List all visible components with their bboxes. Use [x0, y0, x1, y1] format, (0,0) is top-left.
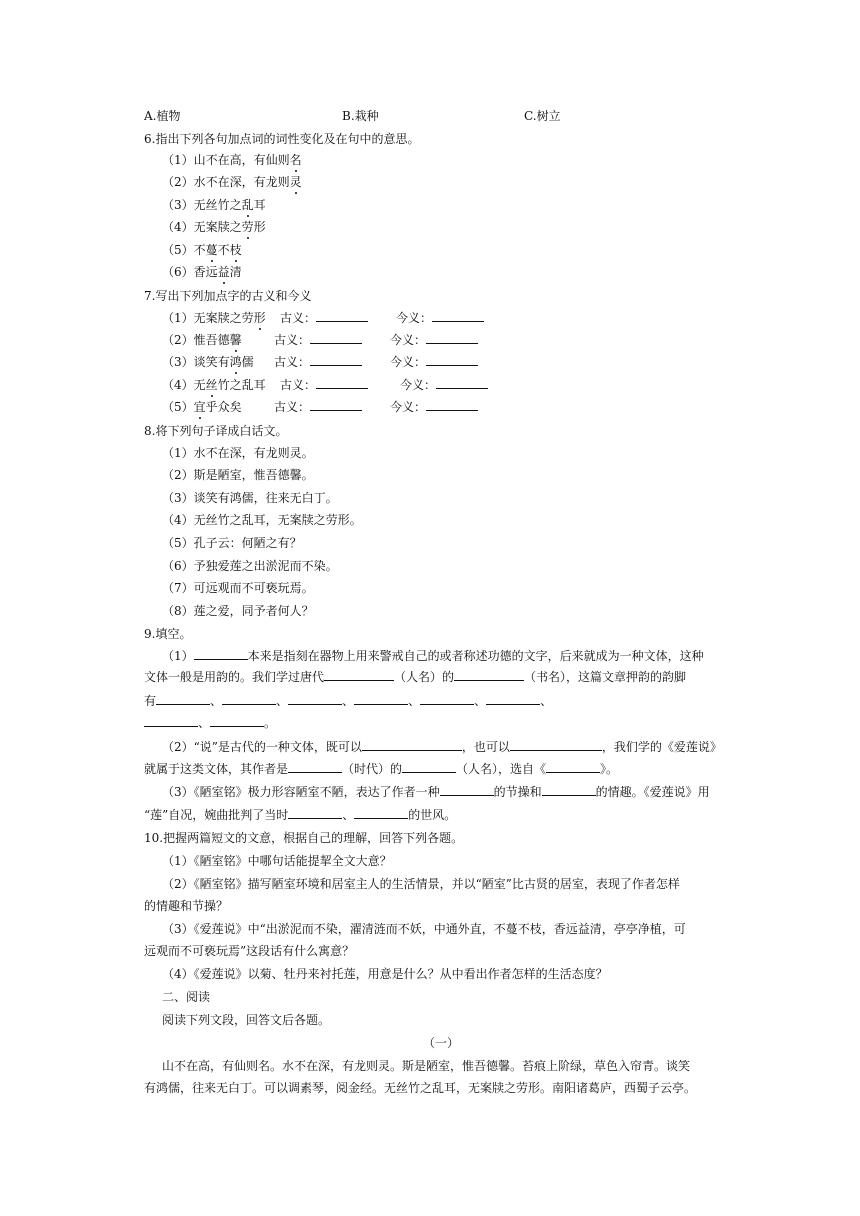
answer-blank[interactable]: [310, 353, 362, 366]
dotted-char: 馨: [229, 333, 242, 347]
answer-blank[interactable]: [210, 714, 264, 727]
answer-blank[interactable]: [510, 738, 602, 751]
dotted-char: 形: [253, 311, 266, 325]
answer-blank[interactable]: [316, 309, 368, 322]
q6-item: （4）无案牍之劳形: [162, 220, 266, 234]
passage-line: 有鸿儒，往来无白丁。可以调素琴，阅金经。无丝竹之乱耳，无案牍之劳形。南阳诸葛庐，西蜀子云亭。: [144, 1081, 697, 1095]
answer-blank[interactable]: [440, 783, 494, 796]
q7-item: （2）惟吾德馨 古义： 今义：: [162, 331, 478, 349]
q7-item: （1）无案牍之劳形 古义： 今义：: [162, 309, 484, 327]
passage-number: （一）: [422, 1036, 459, 1050]
answer-blank[interactable]: [288, 760, 342, 773]
answer-blank[interactable]: [402, 760, 456, 773]
q10-item: （4）《爱莲说》以菊、牡丹来衬托莲，用意是什么？从中看出作者怎样的生活态度？: [162, 967, 608, 981]
passage-line: 山不在高，有仙则名。水不在深，有龙则灵。斯是陋室，惟吾德馨。苔痕上阶绿，草色入帘青。谈笑: [162, 1059, 691, 1073]
answer-blank[interactable]: [454, 668, 524, 681]
answer-blank[interactable]: [426, 398, 478, 411]
dotted-char: 丝: [205, 378, 218, 392]
q7-item: （3）谈笑有鸿儒 古义： 今义：: [162, 353, 478, 371]
answer-blank[interactable]: [436, 376, 488, 389]
answer-blank[interactable]: [310, 398, 362, 411]
answer-blank[interactable]: [354, 692, 408, 705]
dotted-char: 灵: [289, 175, 302, 189]
q8-item: （2）斯是陋室，惟吾德馨。: [162, 468, 314, 482]
dotted-char: 蔓: [205, 243, 218, 257]
q8-item: （3）谈笑有鸿儒，往来无白丁。: [162, 491, 338, 505]
q10-item-cont: 远观而不可亵玩焉”这段话有什么寓意？: [144, 944, 355, 958]
q8-title: 8.将下列句子译成白话文。: [144, 424, 288, 438]
section-heading: 二、阅读: [162, 990, 211, 1004]
q6-item: （1）山不在高，有仙则名: [162, 153, 302, 167]
option-c: C.树立: [524, 109, 561, 123]
q10-item: （1）《陋室铭》中哪句话能提挈全文大意？: [162, 854, 392, 868]
answer-blank[interactable]: [420, 692, 474, 705]
q6-item: （6）香远益清: [162, 265, 242, 279]
answer-blank[interactable]: [362, 738, 462, 751]
option-b: B.栽种: [342, 109, 379, 123]
answer-blank[interactable]: [316, 376, 368, 389]
answer-blank[interactable]: [288, 806, 342, 819]
q9-p1-line3: 有 、 、 、 、 、 、: [144, 694, 553, 708]
dotted-char: 鸿: [229, 355, 242, 369]
answer-blank[interactable]: [144, 714, 198, 727]
q10-item-cont: 的情趣和节操？: [144, 899, 229, 913]
q8-item: （7）可远观而不可亵玩焉。: [162, 581, 314, 595]
q8-item: （1）水不在深，有龙则灵。: [162, 446, 314, 460]
q9-p1-line4: 、 。: [144, 714, 276, 732]
answer-blank[interactable]: [426, 331, 478, 344]
q8-item: （6）予独爱莲之出淤泥而不染。: [162, 559, 338, 573]
answer-blank[interactable]: [546, 760, 600, 773]
answer-blank[interactable]: [222, 692, 276, 705]
dotted-char: 枝: [229, 243, 242, 257]
answer-blank[interactable]: [194, 647, 248, 660]
q9-p3-line2: “莲”自况，婉曲批判了当时 、 的世风。: [144, 808, 457, 822]
q7-title: 7.写出下列加点字的古义和今义: [144, 289, 312, 303]
q9-p1-line1: （1） 本来是指刻在器物上用来警戒自己的或者称述功德的文字，后来就成为一种文体，这种: [162, 649, 704, 663]
q9-p2-line2: 就属于这类文体，其作者是 （时代）的 （人名），选自《 》。: [144, 762, 619, 776]
q10-title: 10.把握两篇短文的文意，根据自己的理解，回答下列各题。: [144, 831, 464, 845]
answer-blank[interactable]: [486, 692, 540, 705]
dotted-char: 宜: [193, 400, 206, 414]
dotted-char: 劳: [241, 220, 254, 234]
q7-item: （4）无丝竹之乱耳 古义： 今义：: [162, 376, 488, 394]
q9-p3-line1: （3）《陋室铭》极力形容陋室不陋，表达了作者一种 的节操和 的情趣。《爱莲说》用: [162, 785, 710, 799]
answer-blank[interactable]: [354, 806, 408, 819]
q8-item: （8）莲之爱，同予者何人？: [162, 604, 314, 618]
q9-title: 9.填空。: [144, 627, 192, 641]
q7-item: （5）宜乎众矣 古义： 今义：: [162, 398, 478, 416]
answer-blank[interactable]: [288, 692, 342, 705]
dotted-char: 乱: [241, 198, 254, 212]
q6-item: （3）无丝竹之乱耳: [162, 198, 266, 212]
q6-item: （2）水不在深，有龙则灵: [162, 175, 302, 189]
answer-blank[interactable]: [324, 668, 394, 681]
q9-p2-line1: （2）“说”是古代的一种文体，既可以 ，也可以 ，我们学的《爱莲说》: [162, 740, 722, 754]
section-instruction: 阅读下列文段，回答文后各题。: [162, 1013, 331, 1027]
answer-blank[interactable]: [310, 331, 362, 344]
answer-blank[interactable]: [432, 309, 484, 322]
q9-p1-line2: 文体一般是用韵的。我们学过唐代 （人名）的 （书名），这篇文章押韵的韵脚: [144, 670, 687, 684]
answer-blank[interactable]: [156, 692, 210, 705]
q8-item: （5）孔子云：何陋之有？: [162, 536, 302, 550]
q10-item: （3）《爱莲说》中“出淤泥而不染，濯清涟而不妖，中通外直，不蔓不枝，香远益清，亭亭净植，可: [162, 922, 686, 936]
q6-item: （5）不蔓不枝: [162, 243, 242, 257]
q6-title: 6.指出下列各句加点词的词性变化及在句中的意思。: [144, 132, 420, 146]
answer-blank[interactable]: [426, 353, 478, 366]
answer-blank[interactable]: [542, 783, 596, 796]
q8-item: （4）无丝竹之乱耳，无案牍之劳形。: [162, 513, 362, 527]
q10-item: （2）《陋室铭》描写陋室环境和居室主人的生活情景，并以“陋室”比古贤的居室，表现了作者怎样: [162, 877, 680, 891]
dotted-char: 名: [289, 153, 302, 167]
dotted-char: 益: [217, 265, 230, 279]
option-a: A.植物: [144, 109, 181, 123]
